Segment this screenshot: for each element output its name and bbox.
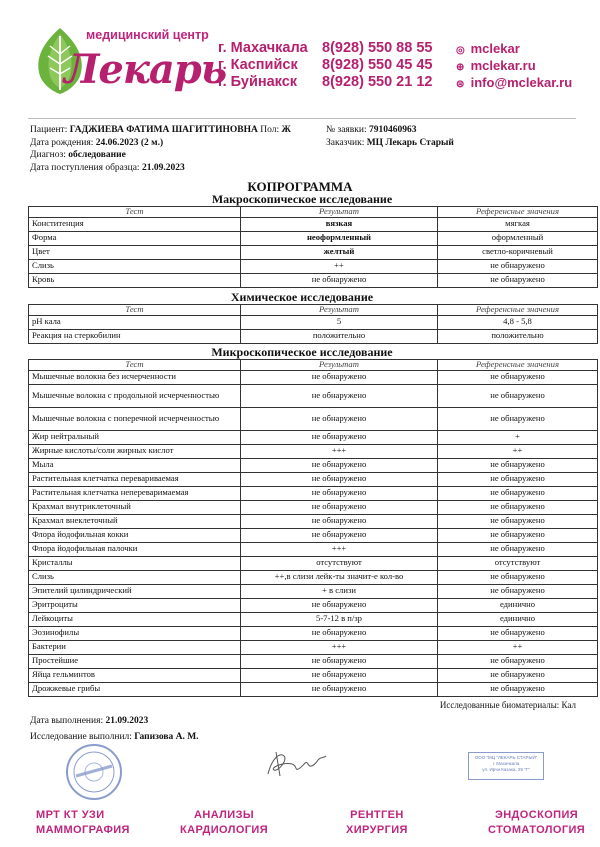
table-row [29,231,598,245]
cities-list [218,40,308,91]
phone-number: 8(928) 550 88 55 [322,40,433,56]
table-row [29,598,598,612]
section-title: Химическое исследование [230,290,374,304]
result-cell: не обнаружено [241,472,438,486]
section-title: Макроскопическое исследование [211,192,393,206]
order-row: № заявки: 7910460963 [326,125,417,135]
result-cell: ++ [241,259,438,273]
table-row [29,668,598,682]
test-name-cell: Мышечные волокна без исчерченности [29,370,241,384]
test-name-cell: Кристаллы [29,556,241,570]
result-value: неоформленный [306,232,371,243]
letterhead [0,0,600,118]
table-row [29,612,598,626]
table-row [29,384,598,407]
table-row [29,500,598,514]
table-row [29,370,598,384]
result-cell [241,231,438,245]
results-table [28,206,598,288]
test-name-cell: Эозинофилы [29,626,241,640]
reference-cell: светло-коричневый [438,245,598,259]
order-number: 7910460963 [368,125,417,135]
test-name-cell: Дрожжевые грибы [29,682,241,696]
performed-row: Исследование выполнил: Гапизова А. М. [30,732,199,742]
result-cell: положительно [241,329,438,343]
table-header-row [29,207,598,218]
reference-cell: ++ [438,640,598,654]
test-name-cell: Мыла [29,458,241,472]
test-name-cell: Цвет [29,245,241,259]
sample-received-date: 21.09.2023 [141,162,185,173]
table-row [29,570,598,584]
result-cell: не обнаружено [241,384,438,407]
test-name-cell: Кровь [29,273,241,287]
round-stamp-icon [64,742,124,802]
result-cell: ++,в слизи лейк-ты значит-е кол-во [241,570,438,584]
column-header-ref: Референсные значения [438,305,598,316]
result-cell: отсутствуют [241,556,438,570]
table-row [29,682,598,696]
reference-cell: не обнаружено [438,486,598,500]
rectangular-stamp: ООО "МЦ "ЛЕКАРЬ СТАРЫЙ" г. Махачкала ул. Ирчи Казака, 29 "Г" [468,752,544,780]
table-row [29,430,598,444]
reference-cell: оформленный [438,231,598,245]
test-name-cell: Растительная клетчатка перевариваемая [29,472,241,486]
column-header-test: Тест [29,305,241,316]
reference-cell: не обнаружено [438,500,598,514]
test-name-cell: pH кала [29,315,241,329]
result-cell: 5-7-12 в п/зр [241,612,438,626]
patient-sex: Ж [281,125,291,135]
reference-cell: + [438,430,598,444]
globe-icon: ⊕ [456,62,465,73]
phone-number: 8(928) 550 45 45 [322,57,433,73]
column-header-ref: Референсные значения [438,360,598,371]
table-row [29,315,598,329]
reference-cell: не обнаружено [438,542,598,556]
test-name-cell: Крахмал внутриклеточный [29,500,241,514]
table-row [29,528,598,542]
contact-email[interactable]: ⊜ info@mclekar.ru [456,74,572,91]
patient-diagnosis: обследование [68,150,126,160]
reference-cell: не обнаружено [438,370,598,384]
reference-cell: не обнаружено [438,514,598,528]
result-cell: не обнаружено [241,682,438,696]
patient-dob: 24.06.2023 (2 м.) [95,137,164,148]
completion-info [30,713,199,745]
brand-name: Лекарь [64,46,227,93]
table-row [29,458,598,472]
footer-services-4: ЭНДОСКОПИЯ СТОМАТОЛОГИЯ [488,809,586,836]
test-name-cell: Форма [29,231,241,245]
test-name-cell: Флора йодофильная кокки [29,528,241,542]
reference-cell: единично [438,598,598,612]
column-header-ref: Референсные значения [438,207,598,218]
diagnosis-row: Диагноз: обследование [30,150,126,160]
reference-cell: единично [438,612,598,626]
reference-cell: не обнаружено [438,384,598,407]
result-cell: + в слизи [241,584,438,598]
table-row [29,444,598,458]
clinic-logo [26,24,227,96]
city: г. Буйнакск [218,74,298,90]
table-row [29,472,598,486]
reference-cell: не обнаружено [438,472,598,486]
result-cell: 5 [241,315,438,329]
biomaterial-note: Исследованные биоматериалы: Кал [439,700,576,710]
table-header-row [29,305,598,316]
patient-name-row: Пациент: ГАДЖИЕВА ФАТИМА ШАГИТТИНОВНА Пол: Ж [30,125,291,135]
test-name-cell: Яйца гельминтов [29,668,241,682]
report-title: КОПРОГРАММА [247,179,353,194]
reference-cell: не обнаружено [438,458,598,472]
result-cell: +++ [241,542,438,556]
reference-cell: не обнаружено [438,570,598,584]
test-name-cell: Лейкоциты [29,612,241,626]
email-icon: ⊜ [456,79,465,90]
section-title: Микроскопическое исследование [211,345,393,359]
table-row [29,542,598,556]
reference-cell: не обнаружено [438,528,598,542]
received-row: Дата поступления образца: 21.09.2023 [30,162,185,173]
test-name-cell: Мышечные волокна с продольной исчерченностью [29,384,241,407]
reference-cell: не обнаружено [438,407,598,430]
result-cell: +++ [241,640,438,654]
contacts-list [456,40,572,91]
test-name-cell: Реакция на стеркобилин [29,329,241,343]
dob-row: Дата рождения: 24.06.2023 (2 м.) [30,137,164,148]
test-name-cell: Жир нейтральный [29,430,241,444]
test-name-cell: Жирные кислоты/соли жирных кислот [29,444,241,458]
result-cell: не обнаружено [241,654,438,668]
brand-subtitle: медицинский центр [86,28,209,42]
result-cell: +++ [241,444,438,458]
result-cell [241,245,438,259]
reference-cell: 4,8 - 5,8 [438,315,598,329]
table-row [29,584,598,598]
result-cell [241,217,438,231]
column-header-result: Результат [241,305,438,316]
result-value: желтый [323,246,355,257]
reference-cell: не обнаружено [438,584,598,598]
contact-website[interactable]: ⊕ mclekar.ru [456,57,572,74]
result-cell: не обнаружено [241,273,438,287]
reference-cell: не обнаружено [438,654,598,668]
result-cell: не обнаружено [241,626,438,640]
city: г. Махачкала [218,40,308,56]
contact-instagram[interactable]: ◎ mclekar [456,40,572,57]
instagram-icon: ◎ [456,45,465,56]
table-row [29,640,598,654]
phone-number: 8(928) 550 21 12 [322,74,433,90]
table-row [29,514,598,528]
customer-name: МЦ Лекарь Старый [366,137,454,148]
test-name-cell: Слизь [29,570,241,584]
reference-cell: не обнаружено [438,273,598,287]
table-row [29,626,598,640]
test-name-cell: Крахмал внеклеточный [29,514,241,528]
results-table [28,359,598,697]
table-row [29,329,598,343]
city: г. Каспийск [218,57,298,73]
column-header-result: Результат [241,360,438,371]
test-name-cell: Бактерии [29,640,241,654]
result-cell: не обнаружено [241,668,438,682]
table-row [29,654,598,668]
table-row [29,407,598,430]
footer-services-3: РЕНТГЕН ХИРУРГИЯ [346,809,408,836]
result-value: вязкая [325,218,353,229]
test-name-cell: Эпителий цилиндрический [29,584,241,598]
reference-cell: не обнаружено [438,682,598,696]
table-row [29,259,598,273]
test-name-cell: Простейшие [29,654,241,668]
completed-row: Дата выполнения: 21.09.2023 [30,716,149,726]
footer-services-2: АНАЛИЗЫ КАРДИОЛОГИЯ [180,809,269,836]
reference-cell: не обнаружено [438,668,598,682]
table-row [29,245,598,259]
customer-row: Заказчик: МЦ Лекарь Старый [326,137,454,148]
results-table [28,304,598,344]
patient-name: ГАДЖИЕВА ФАТИМА ШАГИТТИНОВНА [69,125,258,135]
test-name-cell: Эритроциты [29,598,241,612]
result-cell: не обнаружено [241,430,438,444]
column-header-result: Результат [241,207,438,218]
reference-cell: не обнаружено [438,259,598,273]
reference-cell: мягкая [438,217,598,231]
header-divider [28,118,576,119]
test-name-cell: Флора йодофильная палочки [29,542,241,556]
signature-icon [262,748,332,780]
table-row [29,273,598,287]
test-name-cell: Мышечные волокна с поперечной исчерченностью [29,407,241,430]
result-cell: не обнаружено [241,500,438,514]
result-cell: не обнаружено [241,458,438,472]
reference-cell: положительно [438,329,598,343]
test-name-cell: Слизь [29,259,241,273]
reference-cell: ++ [438,444,598,458]
column-header-test: Тест [29,207,241,218]
performed-by: Гапизова А. М. [134,732,199,742]
reference-cell: не обнаружено [438,626,598,640]
table-row [29,217,598,231]
table-header-row [29,360,598,371]
footer-services-1: МРТ КТ УЗИ МАММОГРАФИЯ [36,809,130,836]
phones-list [322,40,432,91]
column-header-test: Тест [29,360,241,371]
result-cell: не обнаружено [241,528,438,542]
result-cell: не обнаружено [241,370,438,384]
result-cell: не обнаружено [241,598,438,612]
reference-cell: отсутствуют [438,556,598,570]
test-name-cell: Конститенция [29,217,241,231]
result-cell: не обнаружено [241,407,438,430]
result-cell: не обнаружено [241,514,438,528]
test-name-cell: Растительная клетчатка непереваримаемая [29,486,241,500]
result-cell: не обнаружено [241,486,438,500]
table-row [29,556,598,570]
completed-date: 21.09.2023 [105,716,149,726]
table-row [29,486,598,500]
